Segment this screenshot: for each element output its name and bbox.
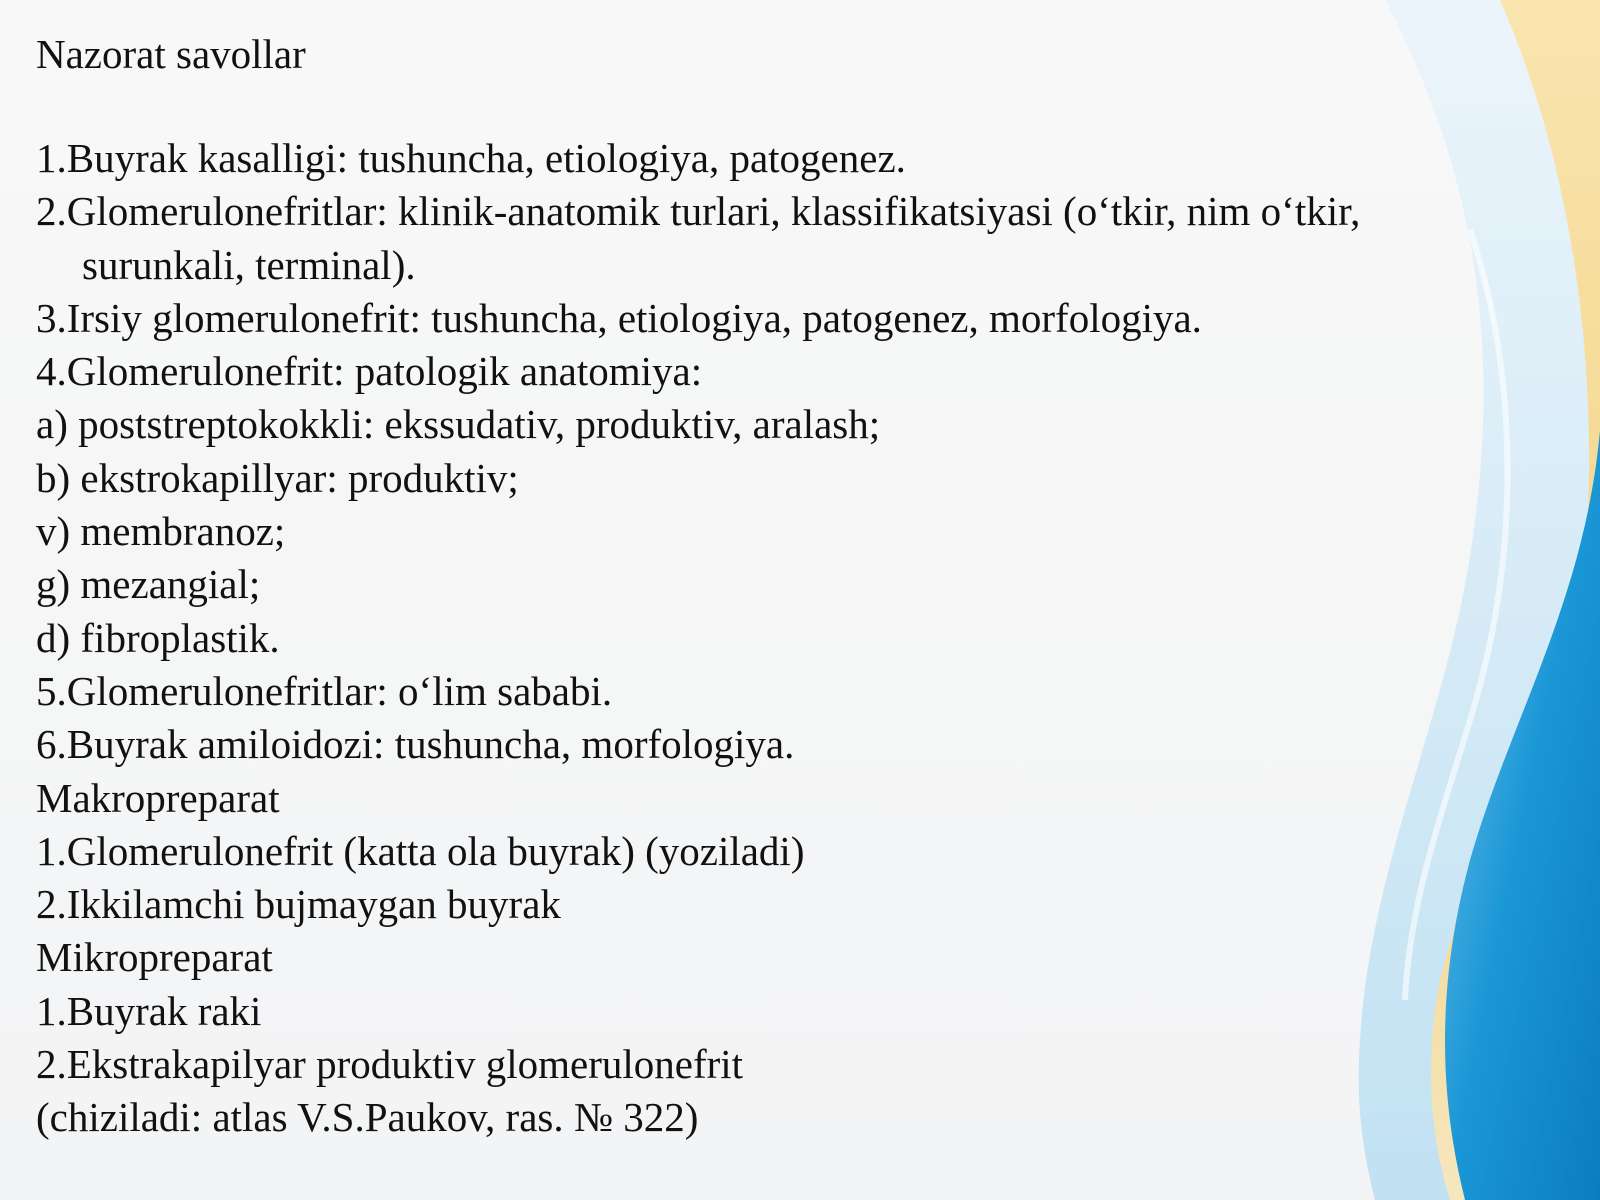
list-item: b) ekstrokapillyar: produktiv; — [36, 454, 519, 501]
list-item: 1.Buyrak kasalligi: tushuncha, etiologiya, patogenez. — [36, 135, 906, 181]
section-heading-mikropreparat: Mikropreparat — [36, 934, 273, 981]
list-item: 1.Glomerulonefrit (katta ola buyrak) (yoziladi) — [36, 827, 805, 874]
list-item: a) poststreptokokkli: ekssudativ, produktiv, aralash; — [36, 401, 881, 448]
list-item: 1.Buyrak raki — [36, 987, 262, 1034]
list-item: 5.Glomerulonefritlar: o‘lim sababi. — [36, 667, 613, 714]
list-item: d) fibroplastik. — [36, 614, 280, 661]
list-item: 6.Buyrak amiloidozi: tushuncha, morfologiya. — [36, 721, 795, 768]
list-item: 3.Irsiy glomerulonefrit: tushuncha, etiologiya, patogenez, morfologiya. — [36, 294, 1202, 341]
list-item: 2.Ikkilamchi bujmaygan buyrak — [36, 881, 561, 928]
list-item: g) mezangial; — [36, 561, 261, 608]
slide-content — [36, 28, 1476, 1145]
list-item: 2.Ekstrakapilyar produktiv glomerulonefrit — [36, 1041, 744, 1088]
slide-title: Nazorat savollar — [36, 31, 306, 77]
list-item: 4.Glomerulonefrit: patologik anatomiya: — [36, 348, 703, 395]
list-item: 2.Glomerulonefritlar: klinik-anatomik turlari, klassifikatsiyasi (o‘tkir, nim o‘tkir, surunkali, terminal). — [36, 188, 1361, 288]
list-item: (chiziladi: atlas V.S.Paukov, ras. № 322) — [36, 1094, 699, 1141]
section-heading-makropreparat: Makropreparat — [36, 774, 280, 821]
list-item: v) membranoz; — [36, 508, 286, 555]
